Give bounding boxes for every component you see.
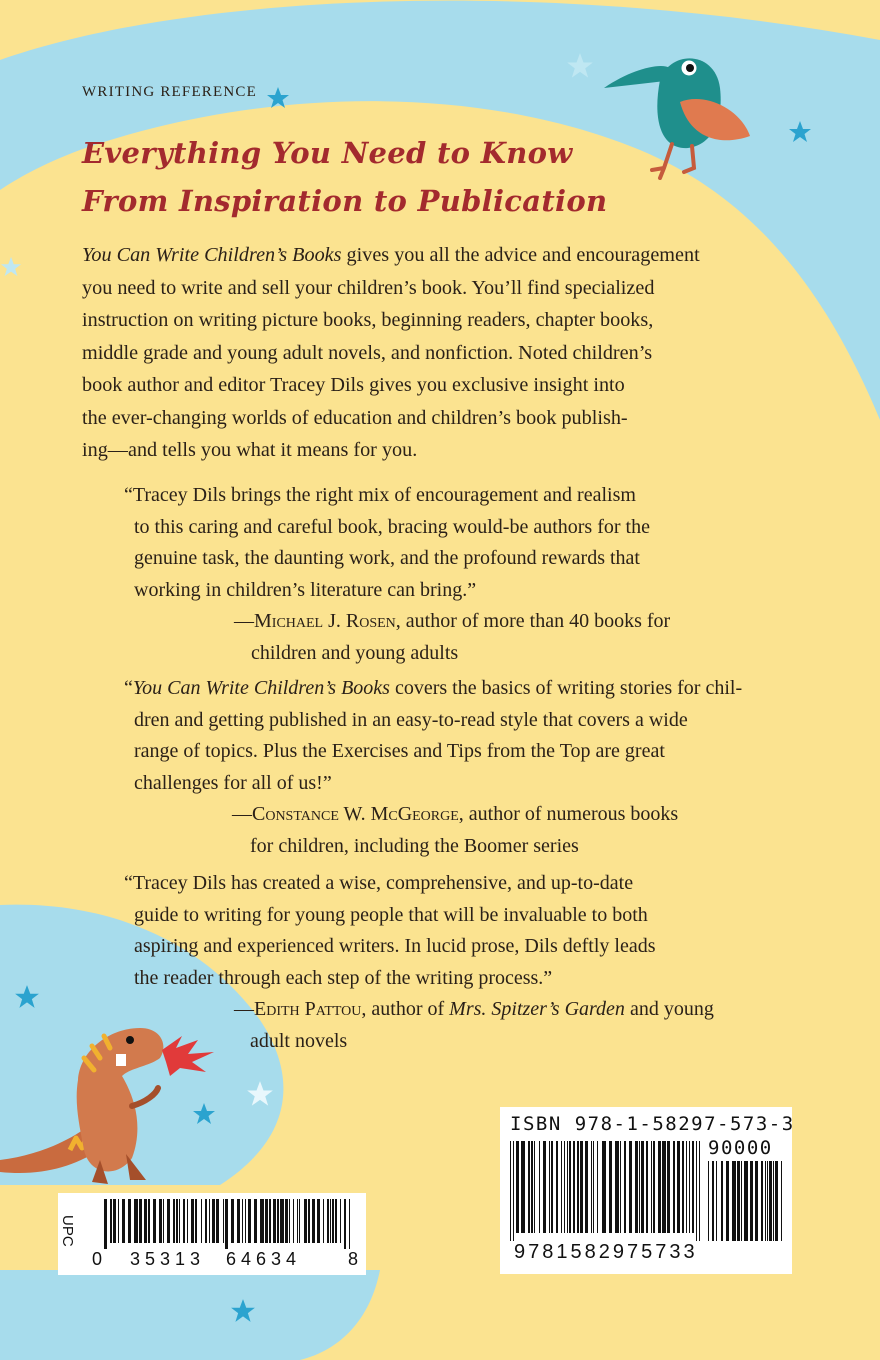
quote-line: to this caring and careful book, bracing would-be authors for the <box>134 515 650 538</box>
quote-line <box>124 673 742 705</box>
barcode-bar <box>308 1199 310 1243</box>
barcode-bar <box>761 1161 763 1241</box>
barcode-bar <box>539 1141 540 1233</box>
barcode-bar <box>330 1199 331 1243</box>
book-title: You Can Write Children’s Books <box>82 244 342 266</box>
barcode-bar <box>242 1199 243 1243</box>
barcode-bar <box>335 1199 337 1243</box>
barcode-bar <box>265 1199 268 1243</box>
barcode-bar <box>737 1161 740 1241</box>
barcode-bar <box>585 1141 588 1233</box>
barcode-bar <box>280 1199 284 1243</box>
quote-attribution-line: adult novels <box>250 1029 348 1052</box>
barcode-bar <box>551 1141 553 1233</box>
quote-attribution-line: children and young adults <box>251 641 459 664</box>
barcode-bar <box>580 1141 583 1233</box>
barcode-bar <box>216 1199 219 1243</box>
barcode-bar <box>732 1161 736 1241</box>
barcode-bar <box>212 1199 215 1243</box>
quote-line: range of topics. Plus the Exercises and Tips from the Top are great <box>134 740 665 762</box>
upc-leading-digit: 0 <box>92 1249 103 1269</box>
barcode-bar <box>277 1199 279 1243</box>
barcode-bar <box>195 1199 197 1243</box>
barcode-bar <box>187 1199 188 1243</box>
upc-left-digits: 35313 <box>130 1249 206 1269</box>
quote-line: aspiring and experienced writers. In lucid prose, Dils deftly leads <box>134 935 656 957</box>
barcode-bar <box>293 1199 294 1243</box>
barcode-bar <box>254 1199 257 1243</box>
barcode-bar <box>344 1199 346 1249</box>
barcode-bar <box>662 1141 666 1233</box>
barcode-bar <box>686 1141 687 1233</box>
category-label: WRITING REFERENCE <box>82 84 257 100</box>
book-title: You Can Write Children’s Books <box>132 677 390 699</box>
barcode-bar <box>602 1141 606 1233</box>
barcode-bar <box>755 1161 758 1241</box>
testimonial-quote <box>124 480 670 669</box>
intro-line: instruction on writing picture books, beginning readers, chapter books, <box>82 309 654 331</box>
star-icon <box>246 1080 274 1108</box>
barcode-bar <box>543 1141 546 1233</box>
barcode-bar <box>775 1161 778 1241</box>
book-title: Mrs. Spitzer’s Garden <box>449 998 625 1020</box>
barcode-bar <box>521 1141 525 1233</box>
attribution-text: , author of numerous books <box>458 803 679 825</box>
barcode-bar <box>767 1161 768 1241</box>
star-icon <box>230 1298 256 1324</box>
barcode-bar <box>773 1161 774 1241</box>
quote-line: guide to writing for young people that will be invaluable to both <box>134 903 648 926</box>
barcode-bar <box>624 1141 626 1233</box>
barcode-bar <box>699 1141 700 1241</box>
barcode-bar <box>591 1141 592 1233</box>
barcode-bar <box>744 1161 748 1241</box>
barcode-bar <box>696 1141 697 1241</box>
author-name: Edith Pattou <box>254 998 362 1020</box>
barcode-bar <box>289 1199 290 1243</box>
barcode-bar <box>573 1141 575 1233</box>
barcode-bar <box>179 1199 180 1243</box>
quote-attribution <box>124 994 714 1026</box>
headline-line-2: From Inspiration to Publication <box>82 184 608 218</box>
barcode-bar <box>104 1199 107 1249</box>
quote-line: dren and getting published in an easy-to-read style that covers a wide <box>134 708 688 731</box>
upc-bars <box>104 1199 350 1249</box>
barcode-bar <box>677 1141 680 1233</box>
barcode-bar <box>781 1161 782 1241</box>
barcode-bar <box>769 1161 772 1241</box>
barcode-bar <box>134 1199 138 1243</box>
barcode-bar <box>122 1199 125 1243</box>
isbn-label: ISBN 978-1-58297-573-3 <box>510 1113 795 1135</box>
star-icon <box>566 52 594 80</box>
barcode-bar <box>237 1199 240 1243</box>
intro-line: middle grade and young adult novels, and nonfiction. Noted children’s <box>82 341 653 364</box>
barcode-bar <box>712 1161 714 1241</box>
barcode-bar <box>556 1141 558 1233</box>
isbn-bars <box>510 1141 700 1241</box>
quote-line: genuine task, the daunting work, and the profound rewards that <box>134 547 640 569</box>
barcode-bar <box>516 1141 519 1233</box>
barcode-bar <box>163 1199 164 1243</box>
barcode-bar <box>201 1199 202 1243</box>
intro-text: gives you all the advice and encouragement <box>341 244 700 266</box>
quote-attribution <box>124 606 670 638</box>
barcode-bar <box>153 1199 156 1243</box>
quote-line: the reader through each step of the writing process.” <box>134 966 553 989</box>
barcode-bar <box>658 1141 661 1233</box>
upc-check-digit: 8 <box>348 1249 359 1269</box>
barcode-bar <box>629 1141 632 1233</box>
barcode-bar <box>741 1161 742 1241</box>
barcode-bar <box>567 1141 568 1233</box>
barcode-bar <box>653 1141 655 1233</box>
quote-text: covers the basics of writing stories for chil- <box>389 677 743 699</box>
barcode-bar <box>183 1199 185 1243</box>
quote-attribution <box>124 799 742 831</box>
testimonial-quote <box>124 868 714 1057</box>
quote-line: “Tracey Dils brings the right mix of encouragement and realism <box>124 484 636 506</box>
barcode-bar <box>245 1199 246 1243</box>
intro-line: book author and editor Tracey Dils gives you exclusive insight into <box>82 374 625 396</box>
attribution-dash: — <box>234 998 254 1020</box>
barcode-bar <box>304 1199 307 1243</box>
barcode-bar <box>312 1199 315 1243</box>
barcode-bar <box>635 1141 638 1233</box>
barcode-bar <box>205 1199 207 1243</box>
intro-line <box>82 239 802 272</box>
barcode-bar <box>641 1141 644 1233</box>
intro-line: the ever-changing worlds of education and children’s book publish- <box>82 406 628 429</box>
barcode-bar <box>750 1161 753 1241</box>
author-name: Michael J. Rosen <box>254 610 396 632</box>
star-icon <box>266 86 290 110</box>
barcode-bar <box>144 1199 147 1243</box>
barcode-bar <box>269 1199 271 1243</box>
barcode-bar <box>531 1141 533 1233</box>
barcode-bar <box>528 1141 530 1233</box>
barcode-bar <box>534 1141 535 1233</box>
attribution-text: , author of <box>361 998 450 1020</box>
attribution-text: , author of more than 40 books for <box>395 610 671 632</box>
barcode-bar <box>260 1199 264 1243</box>
barcode-bar <box>721 1161 723 1241</box>
barcode-bar <box>273 1199 276 1243</box>
star-icon <box>788 120 812 144</box>
intro-line: you need to write and sell your children’s book. You’ll find specialized <box>82 276 655 299</box>
barcode-bar <box>609 1141 612 1233</box>
open-quote: “ <box>124 677 133 699</box>
barcode-bar <box>209 1199 210 1243</box>
attribution-dash: — <box>232 803 252 825</box>
barcode-bar <box>569 1141 571 1233</box>
barcode-bar <box>317 1199 320 1243</box>
barcode-bar <box>716 1161 717 1241</box>
barcode-bar <box>299 1199 300 1243</box>
barcode-bar <box>148 1199 150 1243</box>
testimonial-quote <box>124 673 742 862</box>
barcode-bar <box>564 1141 565 1233</box>
barcode-bar <box>682 1141 684 1233</box>
barcode-bar <box>118 1199 119 1243</box>
barcode-bar <box>139 1199 142 1243</box>
headline-line-1: Everything You Need to Know <box>82 136 573 170</box>
barcode-bar <box>225 1199 228 1249</box>
barcode-bar <box>349 1199 350 1249</box>
barcode-bar <box>332 1199 334 1243</box>
attribution-dash: — <box>234 610 254 632</box>
intro-paragraph <box>82 239 802 467</box>
price-code: 90000 <box>708 1137 773 1159</box>
barcode-bar <box>639 1141 640 1233</box>
barcode-bar <box>765 1161 766 1241</box>
barcode-bar <box>176 1199 178 1243</box>
barcode-bar <box>231 1199 234 1243</box>
quote-line: challenges for all of us!” <box>134 771 332 794</box>
barcode-bar <box>173 1199 175 1243</box>
author-name: Constance W. McGeorge <box>252 803 459 825</box>
barcode-bar <box>692 1141 694 1233</box>
barcode-bar <box>597 1141 598 1233</box>
barcode-bar <box>615 1141 619 1233</box>
barcode-bar <box>167 1199 170 1243</box>
price-bars <box>708 1161 782 1241</box>
barcode-bar <box>513 1141 514 1241</box>
barcode-bar <box>327 1199 329 1243</box>
bird-icon <box>600 40 760 180</box>
upc-barcode <box>58 1193 366 1275</box>
barcode-bar <box>110 1199 112 1243</box>
barcode-bar <box>323 1199 324 1243</box>
barcode-bar <box>223 1199 224 1243</box>
isbn-barcode <box>500 1107 795 1274</box>
barcode-bar <box>593 1141 594 1233</box>
quote-attribution-line: for children, including the Boomer series <box>250 834 579 857</box>
attribution-text: and young <box>624 998 714 1020</box>
barcode-bar <box>285 1199 288 1243</box>
barcode-bar <box>113 1199 116 1243</box>
barcode-bar <box>673 1141 675 1233</box>
barcode-bar <box>340 1199 341 1243</box>
upc-right-digits: 64634 <box>226 1249 302 1269</box>
barcode-bar <box>620 1141 621 1233</box>
star-icon <box>14 984 40 1010</box>
isbn-barcode-digits: 9781582975733 <box>514 1241 698 1263</box>
barcode-bar <box>549 1141 550 1233</box>
barcode-bar <box>646 1141 648 1233</box>
quote-line: working in children’s literature can bring.” <box>134 578 477 601</box>
barcode-bar <box>510 1141 511 1241</box>
quote-line: “Tracey Dils has created a wise, comprehensive, and up-to-date <box>124 872 634 894</box>
barcode-bar <box>128 1199 131 1243</box>
intro-line: ing—and tells you what it means for you. <box>82 439 418 461</box>
barcode-bar <box>708 1161 709 1241</box>
barcode-bar <box>561 1141 562 1233</box>
barcode-bar <box>667 1141 670 1233</box>
barcode-bar <box>159 1199 162 1243</box>
barcode-bar <box>726 1161 729 1241</box>
barcode-bar <box>689 1141 690 1233</box>
barcode-bar <box>577 1141 579 1233</box>
barcode-bar <box>191 1199 194 1243</box>
barcode-bar <box>248 1199 251 1243</box>
star-icon <box>0 256 22 278</box>
barcode-bar <box>297 1199 298 1243</box>
upc-label: UPC <box>59 1215 76 1247</box>
barcode-bar <box>651 1141 652 1233</box>
